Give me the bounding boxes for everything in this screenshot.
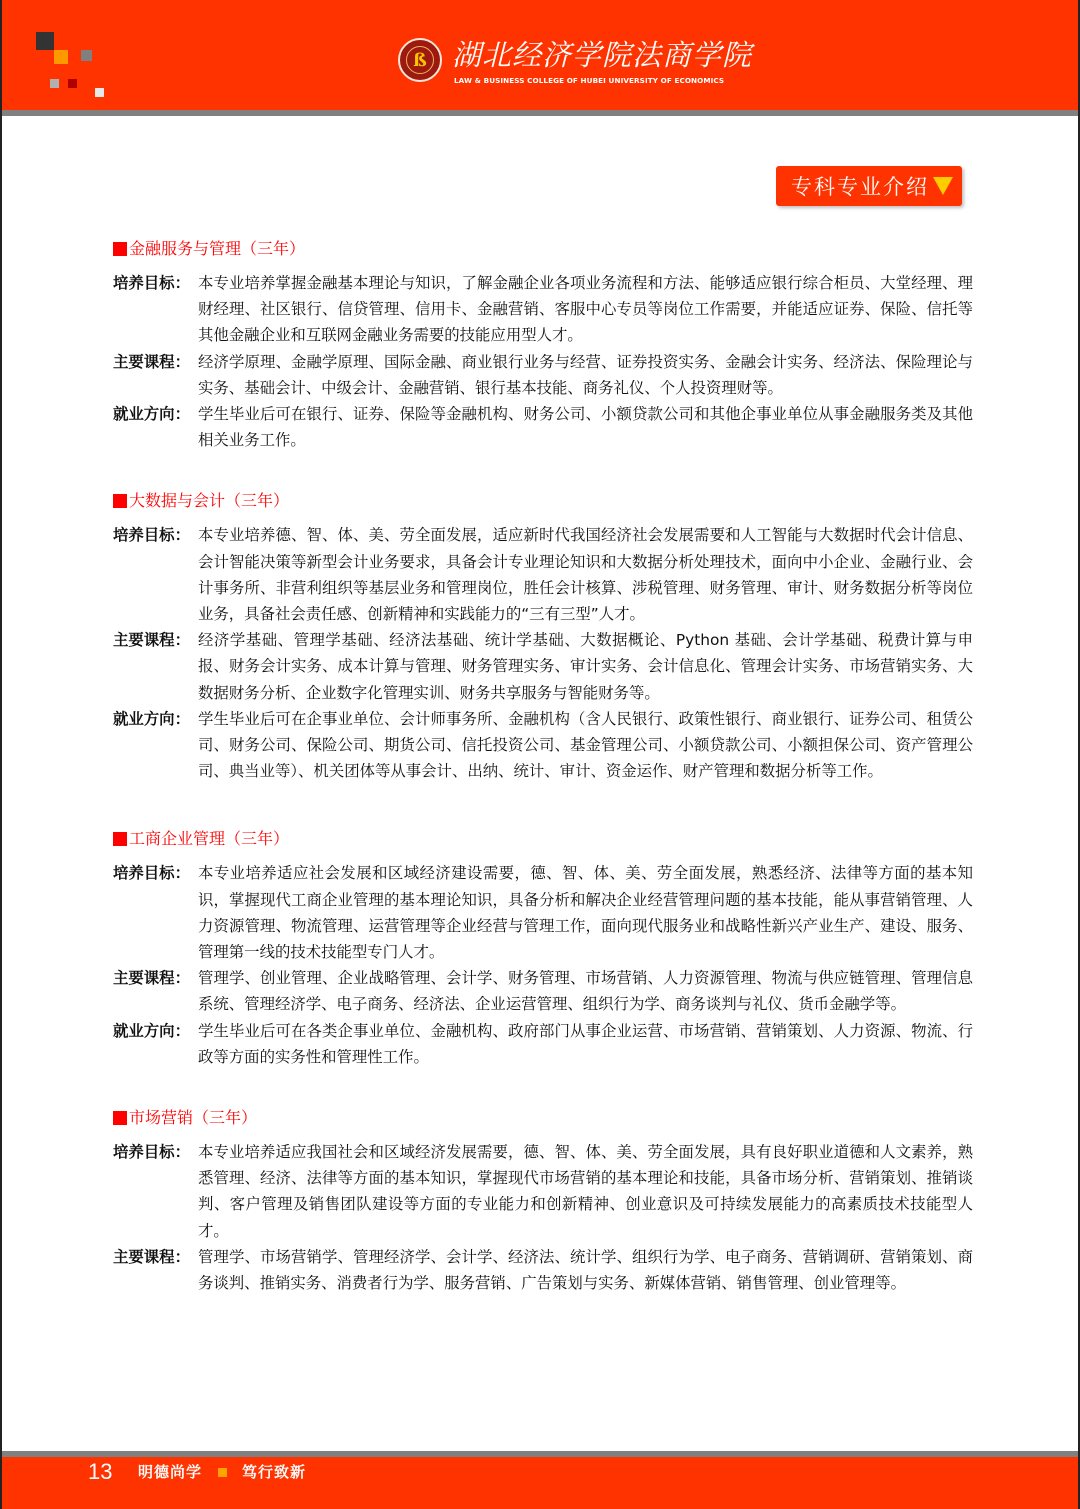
goal-label: 培养目标：	[113, 526, 190, 545]
major-title-text: 金融服务与管理（三年）	[129, 239, 306, 258]
courses-label: 主要课程：	[113, 969, 190, 988]
college-emblem-icon	[398, 38, 442, 82]
major-title	[113, 1105, 973, 1131]
page-number: 13	[88, 1459, 113, 1484]
major-title	[113, 826, 973, 852]
college-name-cn: 湖北经济学院法商学院	[452, 38, 753, 72]
career-text: 学生毕业后可在银行、证券、保险等金融机构、财务公司、小额贷款公司和其他企事业单位从事金融服务类及其他相关业务工作。	[198, 405, 973, 450]
major-title	[113, 488, 973, 514]
courses-row	[113, 965, 973, 1017]
major-section	[113, 488, 973, 784]
major-section	[113, 236, 973, 453]
decor-square-white	[95, 88, 104, 97]
decor-square-orange	[54, 50, 68, 64]
motto-left: 明德尚学	[138, 1463, 203, 1481]
goal-text: 本专业培养掌握金融基本理论与知识，了解金融企业各项业务流程和方法、能够适应银行综合柜员、大堂经理、理财经理、社区银行、信贷管理、信用卡、金融营销、客服中心专员等岗位工作需要，并能适应证券、保险、信托等其他金融企业和互联网金融业务需要的技能应用型人才。	[198, 274, 973, 345]
career-row	[113, 706, 973, 785]
emblem-glyph: ß	[406, 46, 434, 74]
career-label: 就业方向：	[113, 1021, 190, 1040]
major-section	[113, 826, 973, 1070]
major-title	[113, 236, 973, 262]
header-divider	[0, 110, 1080, 116]
courses-row	[113, 627, 973, 706]
majors-content	[113, 236, 973, 1296]
goal-row	[113, 522, 973, 627]
square-bullet-icon	[113, 832, 127, 846]
college-name-en: LAW & BUSINESS COLLEGE OF HUBEI UNIVERSITY OF ECONOMICS	[454, 76, 725, 85]
goal-row	[113, 270, 973, 349]
major-title-text: 市场营销（三年）	[129, 1108, 258, 1128]
goal-label: 培养目标：	[113, 274, 190, 292]
decor-square-grey	[81, 50, 92, 61]
goal-text: 本专业培养适应社会发展和区域经济建设需要，德、智、体、美、劳全面发展，熟悉经济、法律等方面的基本知识，掌握现代工商企业管理的基本理论知识，具备分析和解决企业经营管理问题的基本技能，能从事营销管理、人力资源管理、物流管理、运营管理等企业经营与管理工作，面向现代服务业和战略性新兴产业生产、建设、服务、管理第一线的技术技能型专门人才。	[198, 864, 973, 962]
major-section	[113, 1105, 973, 1296]
goal-text: 本专业培养适应我国社会和区域经济发展需要，德、智、体、美、劳全面发展，具有良好职业道德和人文素养，熟悉管理、经济、法律等方面的基本知识，掌握现代市场营销的基本理论和技能，具备市场分析、营销策划、推销谈判、客户管理及销售团队建设等方面的专业能力和创新精神、创业意识及可持续发展能力的高素质技术技能型人才。	[198, 1143, 973, 1240]
career-label: 就业方向：	[113, 405, 190, 424]
decor-square-dark	[36, 32, 54, 50]
career-text: 学生毕业后可在企事业单位、会计师事务所、金融机构（含人民银行、政策性银行、商业银行、证券公司、租赁公司、财务公司、保险公司、期货公司、信托投资公司、基金管理公司、小额贷款公司、小额担保公司、资产管理公司、典当业等）、机关团体等从事会计、出纳、统计、审计、资金运作、财产管理和数据分析等工作。	[198, 709, 973, 781]
major-title-text: 工商企业管理（三年）	[129, 829, 290, 849]
career-row	[113, 401, 973, 453]
motto-separator-icon	[218, 1468, 227, 1477]
triangle-down-icon	[933, 177, 953, 195]
courses-label: 主要课程：	[113, 1247, 190, 1266]
goal-text: 本专业培养德、智、体、美、劳全面发展，适应新时代我国经济社会发展需要和人工智能与大数据时代会计信息、会计智能决策等新型会计业务要求，具备会计专业理论知识和大数据分析处理技术，面向中小企业、金融行业、会计事务所、非营利组织等基层业务和管理岗位，胜任会计核算、涉税管理、财务管理、审计、财务数据分析等岗位业务，具备社会责任感、创新精神和实践能力的“三有三型”人才。	[198, 526, 973, 624]
career-label: 就业方向：	[113, 709, 190, 728]
courses-text: 经济学原理、金融学原理、国际金融、商业银行业务与经营、证券投资实务、金融会计实务、经济法、保险理论与实务、基础会计、中级会计、金融营销、银行基本技能、商务礼仪、个人投资理财等。	[198, 352, 973, 397]
goal-row	[113, 860, 973, 965]
courses-text: 管理学、创业管理、企业战略管理、会计学、财务管理、市场营销、人力资源管理、物流与供应链管理、管理信息系统、管理经济学、电子商务、经济法、企业运营管理、组织行为学、商务谈判与礼仪、货币金融学等。	[198, 969, 973, 1014]
decor-square-lightgrey	[50, 79, 59, 88]
goal-label: 培养目标：	[113, 864, 190, 883]
courses-text: 管理学、市场营销学、管理经济学、会计学、经济法、统计学、组织行为学、电子商务、营销调研、营销策划、商务谈判、推销实务、消费者行为学、服务营销、广告策划与实务、新媒体营销、销售管理、创业管理等。	[198, 1247, 973, 1293]
decor-square-darkred	[68, 79, 77, 88]
major-title-text: 大数据与会计（三年）	[129, 491, 290, 511]
courses-label: 主要课程：	[113, 631, 190, 650]
square-bullet-icon	[113, 494, 127, 508]
courses-text: 经济学基础、管理学基础、经济法基础、统计学基础、大数据概论、Python 基础、会计学基础、税费计算与申报、财务会计实务、成本计算与管理、财务管理实务、审计实务、会计信息化、管理会计实务、市场营销实务、大数据财务分析、企业数字化管理实训、财务共享服务与智能财务等。	[198, 631, 973, 702]
section-badge	[776, 166, 962, 206]
goal-row	[113, 1139, 973, 1244]
courses-label: 主要课程：	[113, 352, 190, 371]
courses-row	[113, 1244, 973, 1296]
square-bullet-icon	[113, 242, 127, 256]
career-text: 学生毕业后可在各类企事业单位、金融机构、政府部门从事企业运营、市场营销、营销策划、人力资源、物流、行政等方面的实务性和管理性工作。	[198, 1021, 973, 1066]
square-bullet-icon	[113, 1111, 127, 1125]
page-border-left	[0, 0, 2, 1509]
goal-label: 培养目标：	[113, 1143, 190, 1162]
career-row	[113, 1018, 973, 1070]
motto-right: 笃行致新	[242, 1463, 307, 1481]
badge-label: 专科专业介绍	[791, 175, 929, 199]
courses-row	[113, 349, 973, 401]
